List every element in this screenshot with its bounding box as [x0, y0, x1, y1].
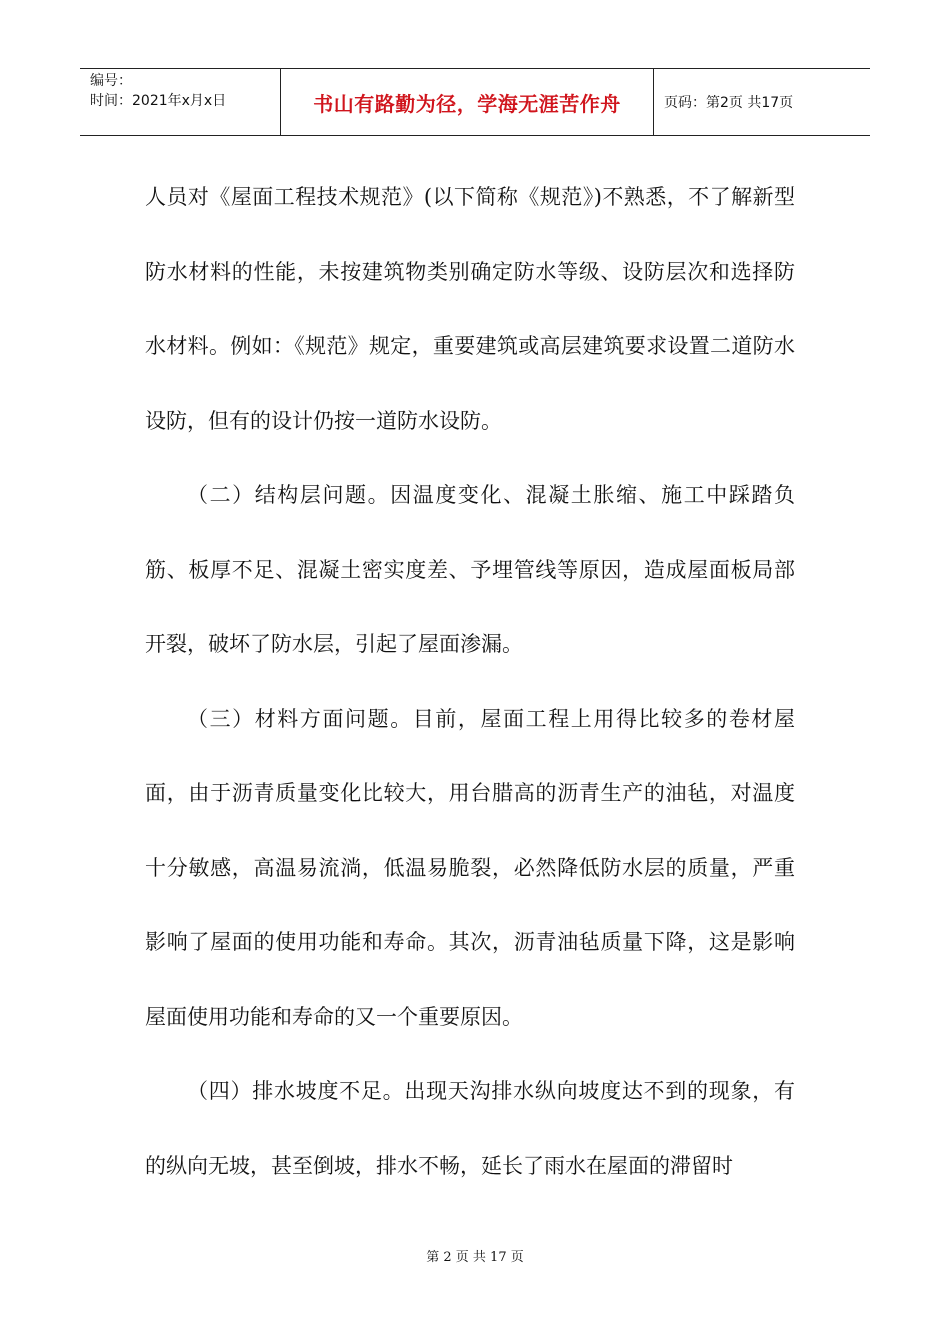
document-body: [145, 160, 795, 1203]
paragraph-structure-issue: （二）结构层问题。因温度变化、混凝土胀缩、施工中踩踏负筋、板厚不足、混凝土密实度差、予埋管线等原因，造成屋面板局部开裂，破坏了防水层，引起了屋面渗漏。: [145, 483, 795, 656]
document-header: [80, 68, 870, 136]
paragraph-continuation: 人员对《屋面工程技术规范》(以下简称《规范》)不熟悉，不了解新型防水材料的性能，未按建筑物类别确定防水等级、设防层次和选择防水材料。例如：《规范》规定，重要建筑或高层建筑要求设置二道防水设防，但有的设计仍按一道防水设防。: [145, 185, 795, 433]
time-label: 时间：2021年x月x日: [90, 93, 227, 109]
header-page-cell: [654, 69, 870, 135]
number-label: 编号：: [90, 73, 132, 89]
header-meta-cell: [80, 69, 281, 135]
paragraph-drainage-issue: （四）排水坡度不足。出现天沟排水纵向坡度达不到的现象，有的纵向无坡，甚至倒坡，排水不畅，延长了雨水在屋面的滞留时: [145, 1079, 795, 1178]
paragraph-material-issue: （三）材料方面问题。目前，屋面工程上用得比较多的卷材屋面，由于沥青质量变化比较大，用台腊高的沥青生产的油毡，对温度十分敏感，高温易流淌，低温易脆裂，必然降低防水层的质量，严重影响了屋面的使用功能和寿命。其次，沥青油毡质量下降，这是影响屋面使用功能和寿命的又一个重要原因。: [145, 706, 795, 1029]
page-info: 页码：第2页 共17页: [664, 95, 794, 111]
header-motto-cell: [281, 69, 654, 135]
footer-page-number: 第 2 页 共 17 页: [426, 1250, 524, 1265]
page-footer: [0, 1246, 950, 1265]
motto-text: 书山有路勤为径，学海无涯苦作舟: [313, 91, 621, 116]
